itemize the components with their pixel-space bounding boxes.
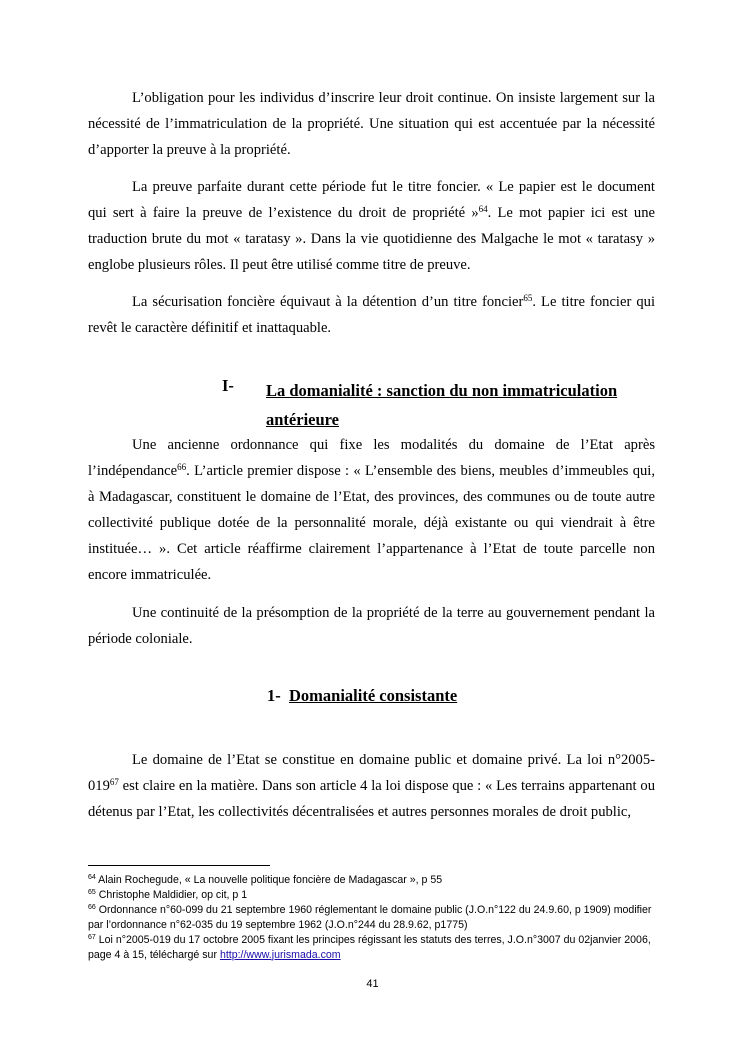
footnote-66: $^{66}$ Ordonnance n°60-099 du 21 septembre 1960 réglementant le domaine public (J.O.n°122 du 24.9.60, p 1909) modifier par l’ordonnance n°62-035 du 19 septembre 1962 (J.O.n°244 du 28.9.62, p1775) <box>88 904 652 931</box>
paragraph-ordonnance: Une ancienne ordonnance qui fixe les modalités du domaine de l’Etat après l’indépendance$^{66}$. L’article premier dispose : « L’ensemble des biens, meubles d’immeubles qui, à Madagascar, constituent le domaine de l’Etat, des provinces, des communes ou de toute autre collectivité publique dotée de la personnalité morale, déjà existante ou qui viendrait à être instituée… ». Cet article réaffirme clairement l’appartenance à l’Etat de toute parcelle non encore immatriculée. <box>88 437 655 583</box>
footnote-ref-65[interactable]: 65 <box>523 293 533 303</box>
paragraph-obligation: L’obligation pour les individus d’inscrire leur droit continue. On insiste largement sur la nécessité de l’immatriculation de la propriété. Une situation qui est accentuée par la nécessité d’apporter la preuve à la propriété. <box>88 90 655 158</box>
footnote-separator <box>88 865 270 866</box>
subsection-number: 1- <box>267 686 281 705</box>
jurismada-link[interactable]: http://www.jurismada.com <box>219 948 341 961</box>
footnote-ref-64[interactable]: 64 <box>478 204 488 214</box>
footnote-67: $^{67}$ Loi n°2005-019 du 17 octobre 2005 fixant les principes régissant les statuts des terres, J.O.n°3007 du 02janvier 2006, page 4 à 15, téléchargé sur http://www.jurismada.com <box>88 934 651 961</box>
footnote-ref-67[interactable]: 67 <box>109 777 119 787</box>
page-number: 41 <box>366 978 379 990</box>
footnote-65: $^{65}$ Christophe Maldidier, op cit, p 1 <box>88 889 248 901</box>
section-number: I- <box>222 376 234 395</box>
paragraph-domaine-etat: Le domaine de l’Etat se constitue en domaine public et domaine privé. La loi $n^\circ 2005-019^{67}$ est claire en la matière. Dans son article 4 la loi dispose que : « Les terrains appartenant ou détenus par l’Etat, les collectivités décentralisées et autres personnes morales de droit public, <box>88 752 655 820</box>
footnote-ref-66[interactable]: 66 <box>177 462 187 472</box>
subsection-heading <box>267 686 457 706</box>
subsection-title: Domanialité consistante <box>289 686 458 705</box>
footnote-64: $^{64}$ Alain Rochegude, « La nouvelle politique foncière de Madagascar », p 55 <box>88 874 443 886</box>
paragraph-preuve: La preuve parfaite durant cette période fut le titre foncier. « Le papier est le document qui sert à faire la preuve de l’existence du droit de propriété »$^{64}$. Le mot papier ici est une traduction brute du mot « taratasy ». Dans la vie quotidienne des Malgache le mot « taratasy » englobe plusieurs rôles. Il peut être utilisé comme titre de preuve. <box>88 179 656 273</box>
paragraph-securisation: La sécurisation foncière équivaut à la détention d’un titre foncier$^{65}$. Le titre foncier qui revêt le caractère définitif et inattaquable. <box>88 293 656 336</box>
paragraph-continuite: Une continuité de la présomption de la propriété de la terre au gouvernement pendant la période coloniale. <box>88 605 655 647</box>
section-title: La domanialité : sanction du non immatriculation antérieure <box>266 381 618 429</box>
